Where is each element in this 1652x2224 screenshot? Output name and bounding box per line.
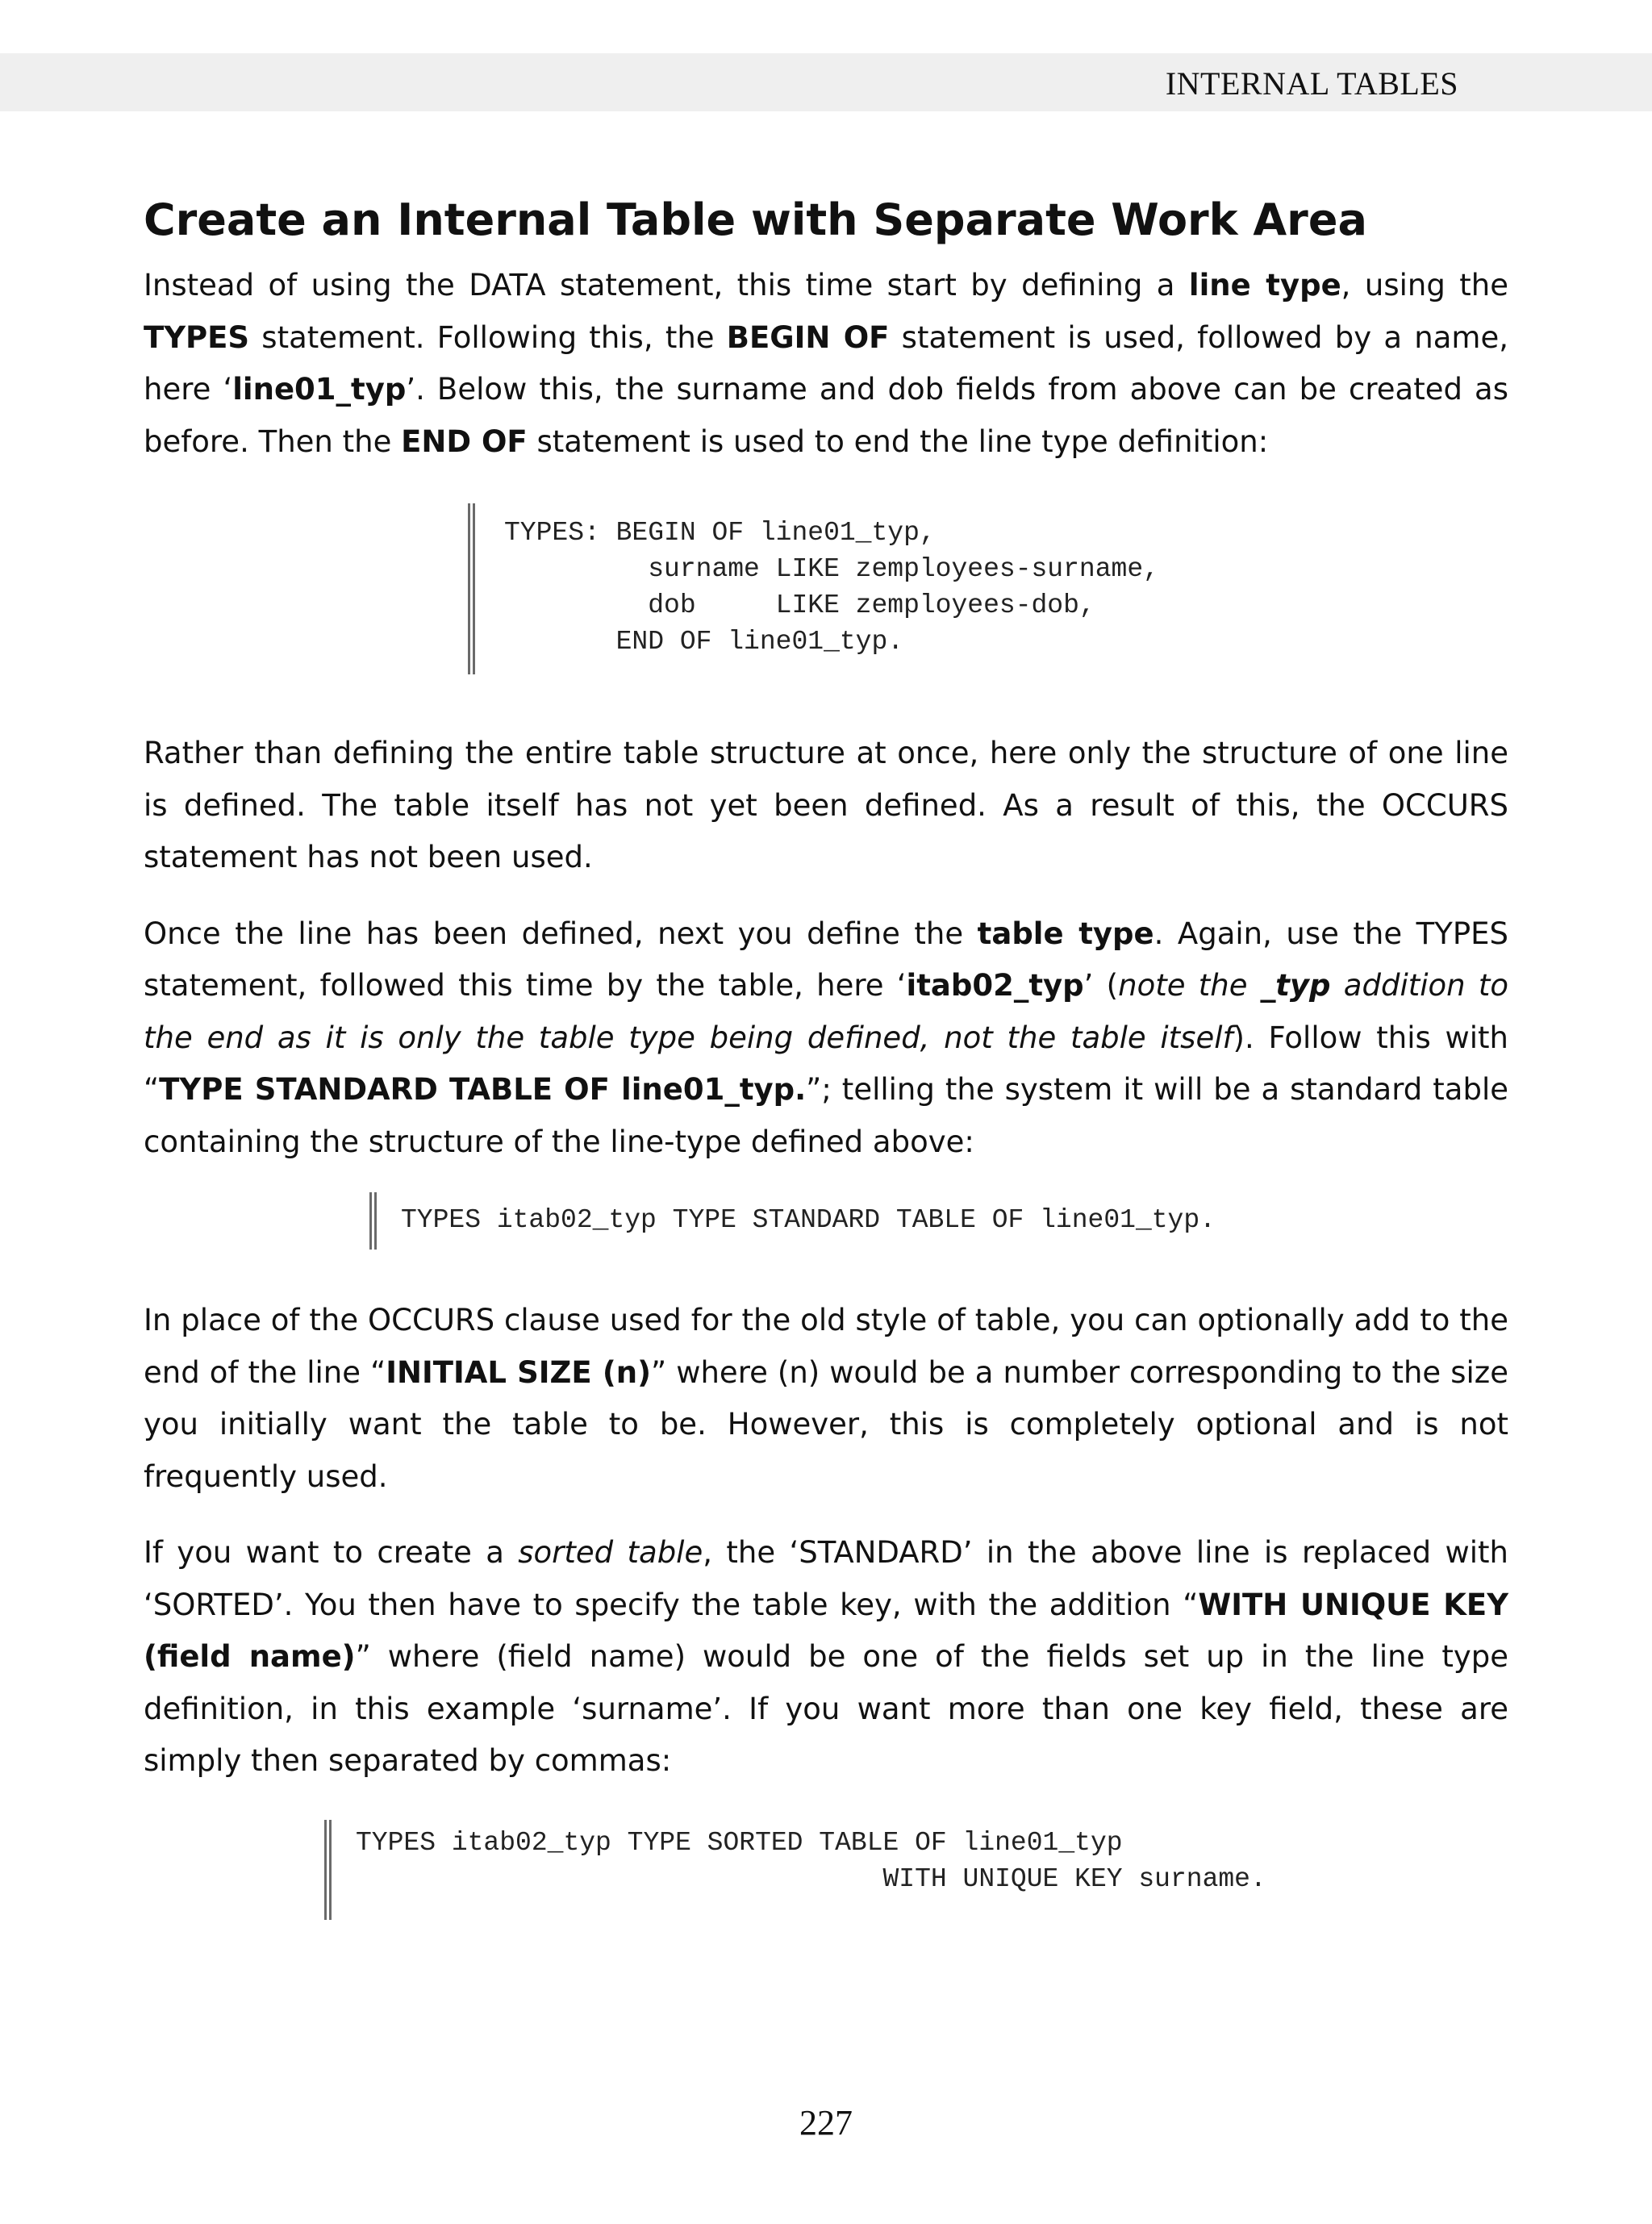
page-body	[144, 192, 1508, 1920]
text-run: . Again, use the TYPES statement, followed this time by the table, here ‘	[144, 916, 1509, 1003]
code-snippet-line-type: TYPES: BEGIN OF line01_typ, surname LIKE zemployees-surname, dob LIKE zemployees-dob, END OF line01_typ.	[468, 503, 1508, 674]
text-run: ’ (	[1083, 968, 1119, 1003]
bold-term-begin-of: BEGIN OF	[726, 319, 890, 355]
bold-term-initial-size: INITIAL SIZE (n)	[386, 1354, 651, 1390]
text-run: ). Follow this with “	[144, 1020, 1508, 1107]
text-run: In place of the OCCURS clause used for the old style of table, you can optionally add to the end of the line “	[144, 1303, 1508, 1390]
paragraph-table-type	[144, 908, 1508, 1169]
italic-sorted-table: sorted table	[518, 1535, 703, 1570]
text-run: Instead of using the DATA statement, this time start by defining a	[144, 268, 1189, 303]
text-run: , the ‘STANDARD’ in the above line is replaced with ‘SORTED’. You then have to specify the table key, with the addition “	[144, 1535, 1508, 1622]
bold-term-type-standard-table: TYPE STANDARD TABLE OF line01_typ.	[159, 1072, 807, 1107]
running-header-title: INTERNAL TABLES	[1165, 65, 1458, 102]
italic-note: note the	[1118, 968, 1261, 1003]
paragraph-initial-size	[144, 1295, 1508, 1503]
text-run: , using the	[1341, 268, 1508, 303]
text-run: statement is used to end the line type definition:	[527, 424, 1269, 459]
text-run: If you want to create a	[144, 1535, 519, 1570]
section-heading: Create an Internal Table with Separate Work Area	[144, 194, 1367, 245]
italic-note: addition to the end as it is only the table type being defined, not the table itself	[144, 968, 1508, 1055]
code-snippet-standard-table: TYPES itab02_typ TYPE STANDARD TABLE OF line01_typ.	[369, 1192, 1508, 1250]
text-run: Once the line has been defined, next you define the	[144, 916, 978, 951]
paragraph-line-type-intro	[144, 260, 1508, 468]
bold-term-line-type: line type	[1188, 268, 1341, 303]
bold-term-with-unique-key: WITH UNIQUE KEY (field name)	[144, 1587, 1508, 1674]
bold-term-end-of: END OF	[401, 424, 528, 459]
bold-term-types: TYPES	[144, 319, 250, 355]
bold-italic-typ: _typ	[1260, 968, 1331, 1003]
page-number: 227	[799, 2103, 853, 2143]
text-run: statement is used, followed by a name, here ‘	[144, 319, 1508, 407]
text-run: ’. Below this, the surname and dob fields from above can be created as before. Then the	[144, 372, 1508, 459]
paragraph-line-structure: Rather than defining the entire table structure at once, here only the structure of one line is defined. The table itself has not yet been defined. As a result of this, the OCCURS statement has not been used.	[144, 736, 1508, 874]
text-run: ” where (n) would be a number corresponding to the size you initially want the table to be. However, this is completely optional and is not frequently used.	[144, 1354, 1508, 1494]
paragraph-sorted-table	[144, 1527, 1508, 1788]
text-run: ” where (field name) would be one of the fields set up in the line type definition, in this example ‘surname’. If you want more than one key field, these are simply then separated by commas:	[144, 1639, 1508, 1778]
text-run: ”; telling the system it will be a standard table containing the structure of the line-type defined above:	[144, 1072, 1508, 1159]
code-snippet-sorted-table: TYPES itab02_typ TYPE SORTED TABLE OF line01_typ WITH UNIQUE KEY surname.	[324, 1820, 1508, 1920]
text-run: statement. Following this, the	[249, 319, 727, 355]
bold-term-itab02-typ: itab02_typ	[906, 968, 1084, 1003]
bold-term-line01-typ: line01_typ	[232, 372, 407, 407]
bold-term-table-type: table type	[977, 916, 1154, 951]
